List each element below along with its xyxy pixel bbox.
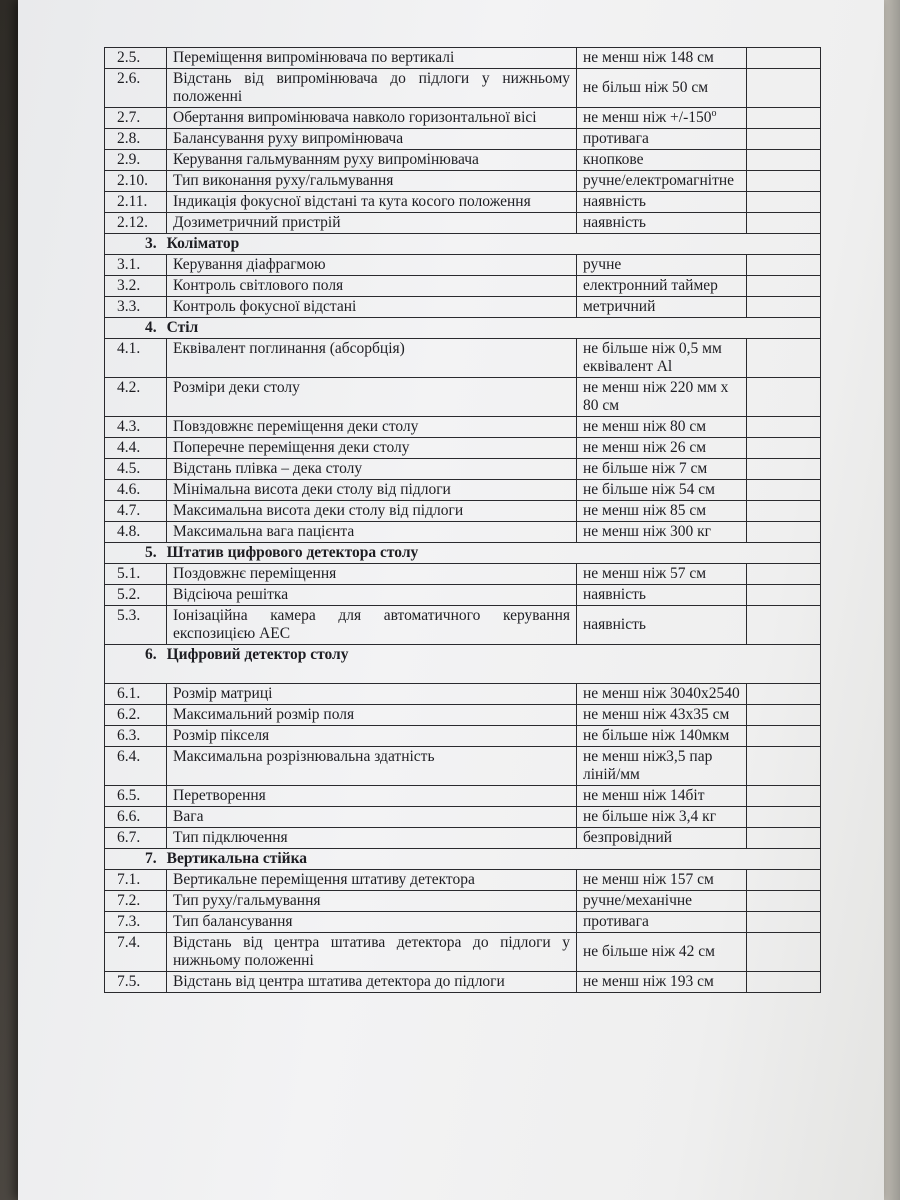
compliance-cell bbox=[747, 726, 821, 747]
table-row bbox=[105, 255, 821, 276]
compliance-cell bbox=[747, 417, 821, 438]
item-number: 2.12. bbox=[105, 213, 167, 234]
parameter-value bbox=[577, 276, 747, 297]
item-number: 6.5. bbox=[105, 786, 167, 807]
compliance-cell bbox=[747, 255, 821, 276]
parameter-value bbox=[577, 438, 747, 459]
section-title: Цифровий детектор столу bbox=[166, 646, 349, 663]
parameter-name: Керування діафрагмою bbox=[167, 255, 577, 276]
parameter-name: Максимальна вага пацієнта bbox=[167, 522, 577, 543]
degree-superscript: о bbox=[711, 107, 717, 119]
item-number: 5.2. bbox=[105, 585, 167, 606]
item-number: 7.3. bbox=[105, 912, 167, 933]
section-header-row bbox=[105, 645, 821, 684]
item-number: 2.6. bbox=[105, 69, 167, 108]
item-number: 2.11. bbox=[105, 192, 167, 213]
parameter-value bbox=[577, 726, 747, 747]
item-number: 7.2. bbox=[105, 891, 167, 912]
parameter-name: Контроль світлового поля bbox=[167, 276, 577, 297]
item-number: 2.10. bbox=[105, 171, 167, 192]
item-number: 2.9. bbox=[105, 150, 167, 171]
parameter-name: Максимальна висота деки столу від підлоги bbox=[167, 501, 577, 522]
table-row bbox=[105, 378, 821, 417]
parameter-value-text: не менш ніж 220 мм х 80 см bbox=[583, 379, 729, 414]
parameter-name: Повздовжнє переміщення деки столу bbox=[167, 417, 577, 438]
section-number: 5. bbox=[145, 544, 157, 561]
parameter-value-text: не менш ніж 43х35 см bbox=[583, 706, 730, 723]
parameter-name: Максимальна розрізнювальна здатність bbox=[167, 747, 577, 786]
parameter-value-text: не більше ніж 42 см bbox=[583, 943, 715, 960]
parameter-name: Обертання випромінювача навколо горизонтальної вісі bbox=[167, 108, 577, 129]
parameter-name: Переміщення випромінювача по вертикалі bbox=[167, 48, 577, 69]
parameter-name: Відстань від центра штатива детектора до підлоги у нижньому положенні bbox=[167, 933, 577, 972]
parameter-name: Розміри деки столу bbox=[167, 378, 577, 417]
parameter-name: Вертикальне переміщення штативу детектора bbox=[167, 870, 577, 891]
table-row bbox=[105, 48, 821, 69]
parameter-value-text: не менш ніж +/-150 bbox=[583, 109, 712, 126]
parameter-value bbox=[577, 891, 747, 912]
compliance-cell bbox=[747, 297, 821, 318]
compliance-cell bbox=[747, 705, 821, 726]
table-row bbox=[105, 192, 821, 213]
parameter-name: Балансування руху випромінювача bbox=[167, 129, 577, 150]
parameter-value bbox=[577, 378, 747, 417]
parameter-name: Тип балансування bbox=[167, 912, 577, 933]
table-row bbox=[105, 129, 821, 150]
compliance-cell bbox=[747, 933, 821, 972]
compliance-cell bbox=[747, 522, 821, 543]
parameter-name: Максимальний розмір поля bbox=[167, 705, 577, 726]
item-number: 4.5. bbox=[105, 459, 167, 480]
table-row bbox=[105, 150, 821, 171]
table-row bbox=[105, 972, 821, 993]
item-number: 2.5. bbox=[105, 48, 167, 69]
parameter-value-text: не більше ніж 0,5 мм еквівалент Al bbox=[583, 340, 722, 375]
item-number: 2.7. bbox=[105, 108, 167, 129]
section-number: 4. bbox=[145, 319, 157, 336]
section-title: Коліматор bbox=[166, 235, 240, 252]
table-row bbox=[105, 171, 821, 192]
parameter-name: Відсіюча решітка bbox=[167, 585, 577, 606]
parameter-name: Відстань від центра штатива детектора до підлоги bbox=[167, 972, 577, 993]
parameter-value bbox=[577, 786, 747, 807]
compliance-cell bbox=[747, 171, 821, 192]
parameter-value bbox=[577, 606, 747, 645]
table-row bbox=[105, 564, 821, 585]
parameter-value-text: противага bbox=[583, 130, 649, 147]
item-number: 3.3. bbox=[105, 297, 167, 318]
parameter-name: Індикація фокусної відстані та кута косого положення bbox=[167, 192, 577, 213]
table-row bbox=[105, 705, 821, 726]
parameter-name: Тип руху/гальмування bbox=[167, 891, 577, 912]
table-row bbox=[105, 807, 821, 828]
table-row bbox=[105, 339, 821, 378]
section-header-row bbox=[105, 543, 821, 564]
parameter-value-text: кнопкове bbox=[583, 151, 644, 168]
section-number: 6. bbox=[145, 646, 157, 663]
compliance-cell bbox=[747, 378, 821, 417]
parameter-value-text: противага bbox=[583, 913, 649, 930]
parameter-value bbox=[577, 828, 747, 849]
parameter-value bbox=[577, 297, 747, 318]
item-number: 7.4. bbox=[105, 933, 167, 972]
compliance-cell bbox=[747, 69, 821, 108]
parameter-value-text: не більше ніж 140мкм bbox=[583, 727, 730, 744]
parameter-value bbox=[577, 48, 747, 69]
parameter-value-text: наявність bbox=[583, 193, 646, 210]
parameter-value bbox=[577, 129, 747, 150]
parameter-value bbox=[577, 972, 747, 993]
table-row bbox=[105, 69, 821, 108]
parameter-value bbox=[577, 522, 747, 543]
section-header-cell bbox=[105, 849, 821, 870]
item-number: 3.1. bbox=[105, 255, 167, 276]
parameter-name: Тип виконання руху/гальмування bbox=[167, 171, 577, 192]
compliance-cell bbox=[747, 213, 821, 234]
compliance-cell bbox=[747, 564, 821, 585]
table-row bbox=[105, 501, 821, 522]
compliance-cell bbox=[747, 870, 821, 891]
section-title: Вертикальна стійка bbox=[166, 850, 308, 867]
section-number: 3. bbox=[145, 235, 157, 252]
parameter-value-text: не менш ніж 148 см bbox=[583, 49, 714, 66]
compliance-cell bbox=[747, 108, 821, 129]
table-row bbox=[105, 459, 821, 480]
parameter-value bbox=[577, 747, 747, 786]
parameter-value-text: не менш ніж 26 см bbox=[583, 439, 707, 456]
compliance-cell bbox=[747, 786, 821, 807]
parameter-value-text: не більше ніж 54 см bbox=[583, 481, 715, 498]
parameter-value-text: ручне/механічне bbox=[583, 892, 693, 909]
parameter-value bbox=[577, 501, 747, 522]
item-number: 6.1. bbox=[105, 684, 167, 705]
table-row bbox=[105, 213, 821, 234]
parameter-value-text: ручне bbox=[583, 256, 622, 273]
table-row bbox=[105, 828, 821, 849]
compliance-cell bbox=[747, 480, 821, 501]
item-number: 5.1. bbox=[105, 564, 167, 585]
parameter-value-text: не менш ніж 85 см bbox=[583, 502, 707, 519]
parameter-value bbox=[577, 564, 747, 585]
table-row bbox=[105, 585, 821, 606]
table-row bbox=[105, 438, 821, 459]
parameter-value-text: не менш ніж3,5 пар ліній/мм bbox=[583, 748, 713, 783]
parameter-name: Розмір матриці bbox=[167, 684, 577, 705]
table-row bbox=[105, 747, 821, 786]
compliance-cell bbox=[747, 912, 821, 933]
item-number: 4.4. bbox=[105, 438, 167, 459]
item-number: 4.1. bbox=[105, 339, 167, 378]
section-header-cell bbox=[105, 234, 821, 255]
item-number: 4.2. bbox=[105, 378, 167, 417]
parameter-value bbox=[577, 807, 747, 828]
parameter-value bbox=[577, 459, 747, 480]
parameter-name: Дозиметричний пристрій bbox=[167, 213, 577, 234]
parameter-value-text: наявність bbox=[583, 214, 646, 231]
parameter-value-text: не більше ніж 7 см bbox=[583, 460, 708, 477]
parameter-value-text: не більше ніж 3,4 кг bbox=[583, 808, 717, 825]
parameter-name: Тип підключення bbox=[167, 828, 577, 849]
compliance-cell bbox=[747, 276, 821, 297]
compliance-cell bbox=[747, 828, 821, 849]
table-row bbox=[105, 276, 821, 297]
parameter-value-text: не більш ніж 50 см bbox=[583, 79, 709, 96]
table-row bbox=[105, 912, 821, 933]
compliance-cell bbox=[747, 48, 821, 69]
parameter-name: Поперечне переміщення деки столу bbox=[167, 438, 577, 459]
section-header-row bbox=[105, 234, 821, 255]
item-number: 4.6. bbox=[105, 480, 167, 501]
item-number: 6.3. bbox=[105, 726, 167, 747]
parameter-value-text: не менш ніж 14біт bbox=[583, 787, 705, 804]
item-number: 6.4. bbox=[105, 747, 167, 786]
parameter-value bbox=[577, 912, 747, 933]
section-header-row bbox=[105, 318, 821, 339]
compliance-cell bbox=[747, 501, 821, 522]
compliance-cell bbox=[747, 129, 821, 150]
parameter-value bbox=[577, 933, 747, 972]
parameter-value bbox=[577, 108, 747, 129]
parameter-name: Іонізаційна камера для автоматичного керування експозицією АЕС bbox=[167, 606, 577, 645]
parameter-name: Відстань плівка – дека столу bbox=[167, 459, 577, 480]
table-row bbox=[105, 417, 821, 438]
parameter-name: Відстань від випромінювача до підлоги у нижньому положенні bbox=[167, 69, 577, 108]
parameter-name: Контроль фокусної відстані bbox=[167, 297, 577, 318]
compliance-cell bbox=[747, 459, 821, 480]
item-number: 4.3. bbox=[105, 417, 167, 438]
parameter-name: Мінімальна висота деки столу від підлоги bbox=[167, 480, 577, 501]
compliance-cell bbox=[747, 585, 821, 606]
specification-table-body bbox=[105, 48, 821, 993]
parameter-value bbox=[577, 417, 747, 438]
section-title: Штатив цифрового детектора столу bbox=[166, 544, 419, 561]
parameter-value-text: наявність bbox=[583, 616, 646, 633]
item-number: 2.8. bbox=[105, 129, 167, 150]
parameter-value-text: не менш ніж 193 см bbox=[583, 973, 714, 990]
compliance-cell bbox=[747, 192, 821, 213]
specification-table bbox=[104, 47, 821, 993]
item-number: 7.5. bbox=[105, 972, 167, 993]
item-number: 7.1. bbox=[105, 870, 167, 891]
table-row bbox=[105, 480, 821, 501]
compliance-cell bbox=[747, 339, 821, 378]
compliance-cell bbox=[747, 807, 821, 828]
item-number: 5.3. bbox=[105, 606, 167, 645]
parameter-name: Вага bbox=[167, 807, 577, 828]
parameter-value-text: не менш ніж 157 см bbox=[583, 871, 714, 888]
parameter-value-text: не менш ніж 300 кг bbox=[583, 523, 712, 540]
item-number: 6.2. bbox=[105, 705, 167, 726]
table-row bbox=[105, 108, 821, 129]
compliance-cell bbox=[747, 891, 821, 912]
parameter-value bbox=[577, 171, 747, 192]
section-header-row bbox=[105, 849, 821, 870]
table-row bbox=[105, 606, 821, 645]
section-number: 7. bbox=[145, 850, 157, 867]
table-row bbox=[105, 933, 821, 972]
compliance-cell bbox=[747, 438, 821, 459]
parameter-value bbox=[577, 705, 747, 726]
parameter-name: Керування гальмуванням руху випромінювача bbox=[167, 150, 577, 171]
table-row bbox=[105, 786, 821, 807]
parameter-value bbox=[577, 213, 747, 234]
section-header-cell bbox=[105, 645, 821, 684]
table-row bbox=[105, 870, 821, 891]
item-number: 6.7. bbox=[105, 828, 167, 849]
compliance-cell bbox=[747, 150, 821, 171]
parameter-name: Еквівалент поглинання (абсорбція) bbox=[167, 339, 577, 378]
parameter-name: Перетворення bbox=[167, 786, 577, 807]
item-number: 4.7. bbox=[105, 501, 167, 522]
parameter-value bbox=[577, 870, 747, 891]
parameter-value bbox=[577, 69, 747, 108]
parameter-value-text: електронний таймер bbox=[583, 277, 718, 294]
parameter-value bbox=[577, 192, 747, 213]
parameter-value-text: безпровідний bbox=[583, 829, 673, 846]
compliance-cell bbox=[747, 972, 821, 993]
compliance-cell bbox=[747, 747, 821, 786]
parameter-value-text: не менш ніж 3040х2540 bbox=[583, 685, 740, 702]
item-number: 4.8. bbox=[105, 522, 167, 543]
parameter-value bbox=[577, 684, 747, 705]
item-number: 6.6. bbox=[105, 807, 167, 828]
table-row bbox=[105, 297, 821, 318]
parameter-value-text: ручне/електромагнітне bbox=[583, 172, 735, 189]
parameter-value bbox=[577, 339, 747, 378]
parameter-value-text: не менш ніж 57 см bbox=[583, 565, 707, 582]
parameter-value bbox=[577, 150, 747, 171]
parameter-name: Розмір пікселя bbox=[167, 726, 577, 747]
parameter-value bbox=[577, 480, 747, 501]
section-title: Стіл bbox=[166, 319, 199, 336]
parameter-value-text: не менш ніж 80 см bbox=[583, 418, 707, 435]
table-row bbox=[105, 684, 821, 705]
parameter-value-text: наявність bbox=[583, 586, 646, 603]
parameter-value bbox=[577, 255, 747, 276]
table-row bbox=[105, 891, 821, 912]
item-number: 3.2. bbox=[105, 276, 167, 297]
parameter-value-text: метричний bbox=[583, 298, 656, 315]
compliance-cell bbox=[747, 684, 821, 705]
table-row bbox=[105, 522, 821, 543]
compliance-cell bbox=[747, 606, 821, 645]
parameter-name: Поздовжнє переміщення bbox=[167, 564, 577, 585]
section-header-cell bbox=[105, 543, 821, 564]
table-row bbox=[105, 726, 821, 747]
section-header-cell bbox=[105, 318, 821, 339]
parameter-value bbox=[577, 585, 747, 606]
